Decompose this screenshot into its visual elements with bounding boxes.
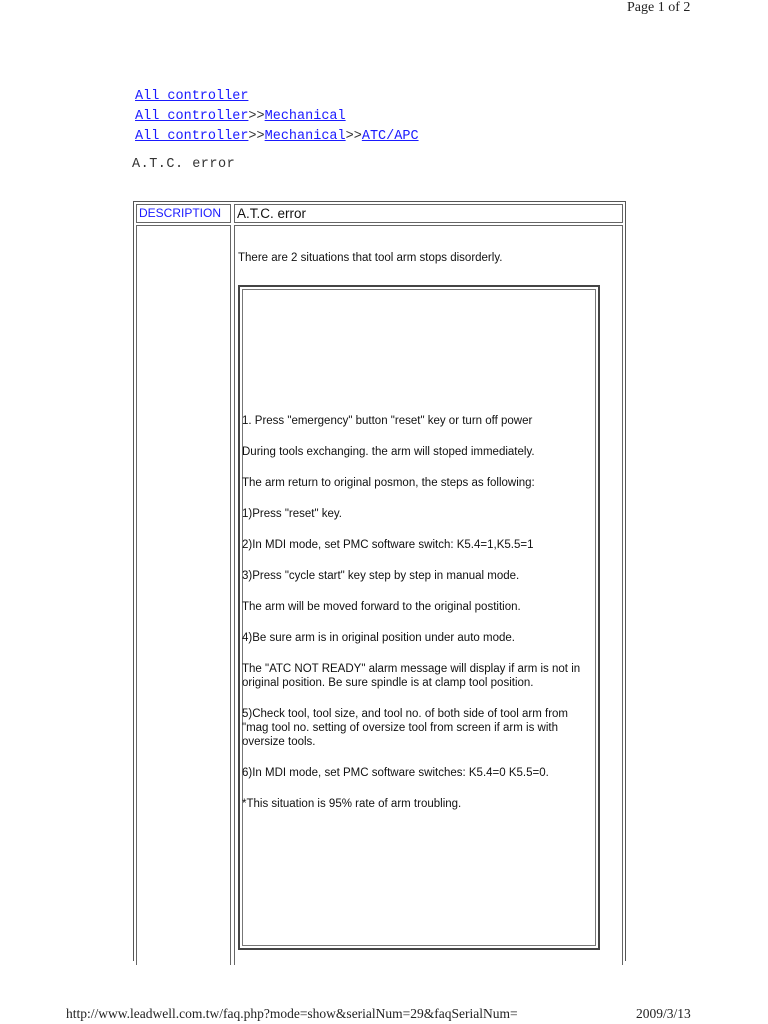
step-text: 5)Check tool, tool size, and tool no. of both side of tool arm from "mag tool no. setting of oversize tool from screen if arm is with oversize tools.	[242, 708, 569, 748]
breadcrumb-separator: >>	[345, 129, 362, 144]
breadcrumb-link-mechanical[interactable]: Mechanical	[264, 129, 346, 144]
step-text: 6)In MDI mode, set PMC software switches: K5.4=0 K5.5=0.	[242, 767, 549, 779]
breadcrumb-link-all-controller[interactable]: All controller	[135, 109, 249, 124]
step-text: 1)Press "reset" key.	[242, 508, 342, 520]
breadcrumb-line-1	[135, 87, 419, 107]
faq-table	[133, 201, 626, 961]
step-text: The arm will be moved forward to the original postition.	[242, 601, 521, 613]
breadcrumb-line-2	[135, 107, 419, 127]
page-title: A.T.C. error	[132, 157, 236, 172]
page-number: Page 1 of 2	[627, 0, 691, 15]
footer-date: 2009/3/13	[636, 1006, 691, 1021]
footer-url: http://www.leadwell.com.tw/faq.php?mode=show&serialNum=29&faqSerialNum=	[66, 1006, 518, 1021]
description-label: DESCRIPTION	[136, 204, 231, 223]
table-left-cell	[136, 225, 231, 965]
description-value: A.T.C. error	[234, 204, 623, 223]
breadcrumb	[135, 87, 419, 147]
breadcrumb-link-mechanical[interactable]: Mechanical	[264, 109, 346, 124]
breadcrumb-separator: >>	[248, 129, 265, 144]
step-text: 2)In MDI mode, set PMC software switch: K5.4=1,K5.5=1	[242, 539, 534, 551]
step-text: 3)Press "cycle start" key step by step in manual mode.	[242, 570, 520, 582]
step-text: *This situation is 95% rate of arm troubling.	[242, 798, 462, 810]
step-text: 4)Be sure arm is in original position under auto mode.	[242, 632, 515, 644]
breadcrumb-link-all-controller[interactable]: All controller	[135, 89, 249, 104]
intro-text: There are 2 situations that tool arm stops disorderly.	[238, 252, 503, 264]
steps-list	[242, 414, 592, 828]
step-text: During tools exchanging. the arm will stoped immediately.	[242, 446, 535, 458]
step-text: 1. Press "emergency" button "reset" key or turn off power	[242, 415, 533, 427]
breadcrumb-separator: >>	[248, 109, 265, 124]
breadcrumb-link-all-controller[interactable]: All controller	[135, 129, 249, 144]
breadcrumb-link-atc-apc[interactable]: ATC/APC	[361, 129, 419, 144]
step-text: The "ATC NOT READY" alarm message will display if arm is not in original position. Be sure spindle is at clamp tool position.	[242, 663, 581, 689]
step-text: The arm return to original posmon, the steps as following:	[242, 477, 535, 489]
breadcrumb-line-3	[135, 127, 419, 147]
